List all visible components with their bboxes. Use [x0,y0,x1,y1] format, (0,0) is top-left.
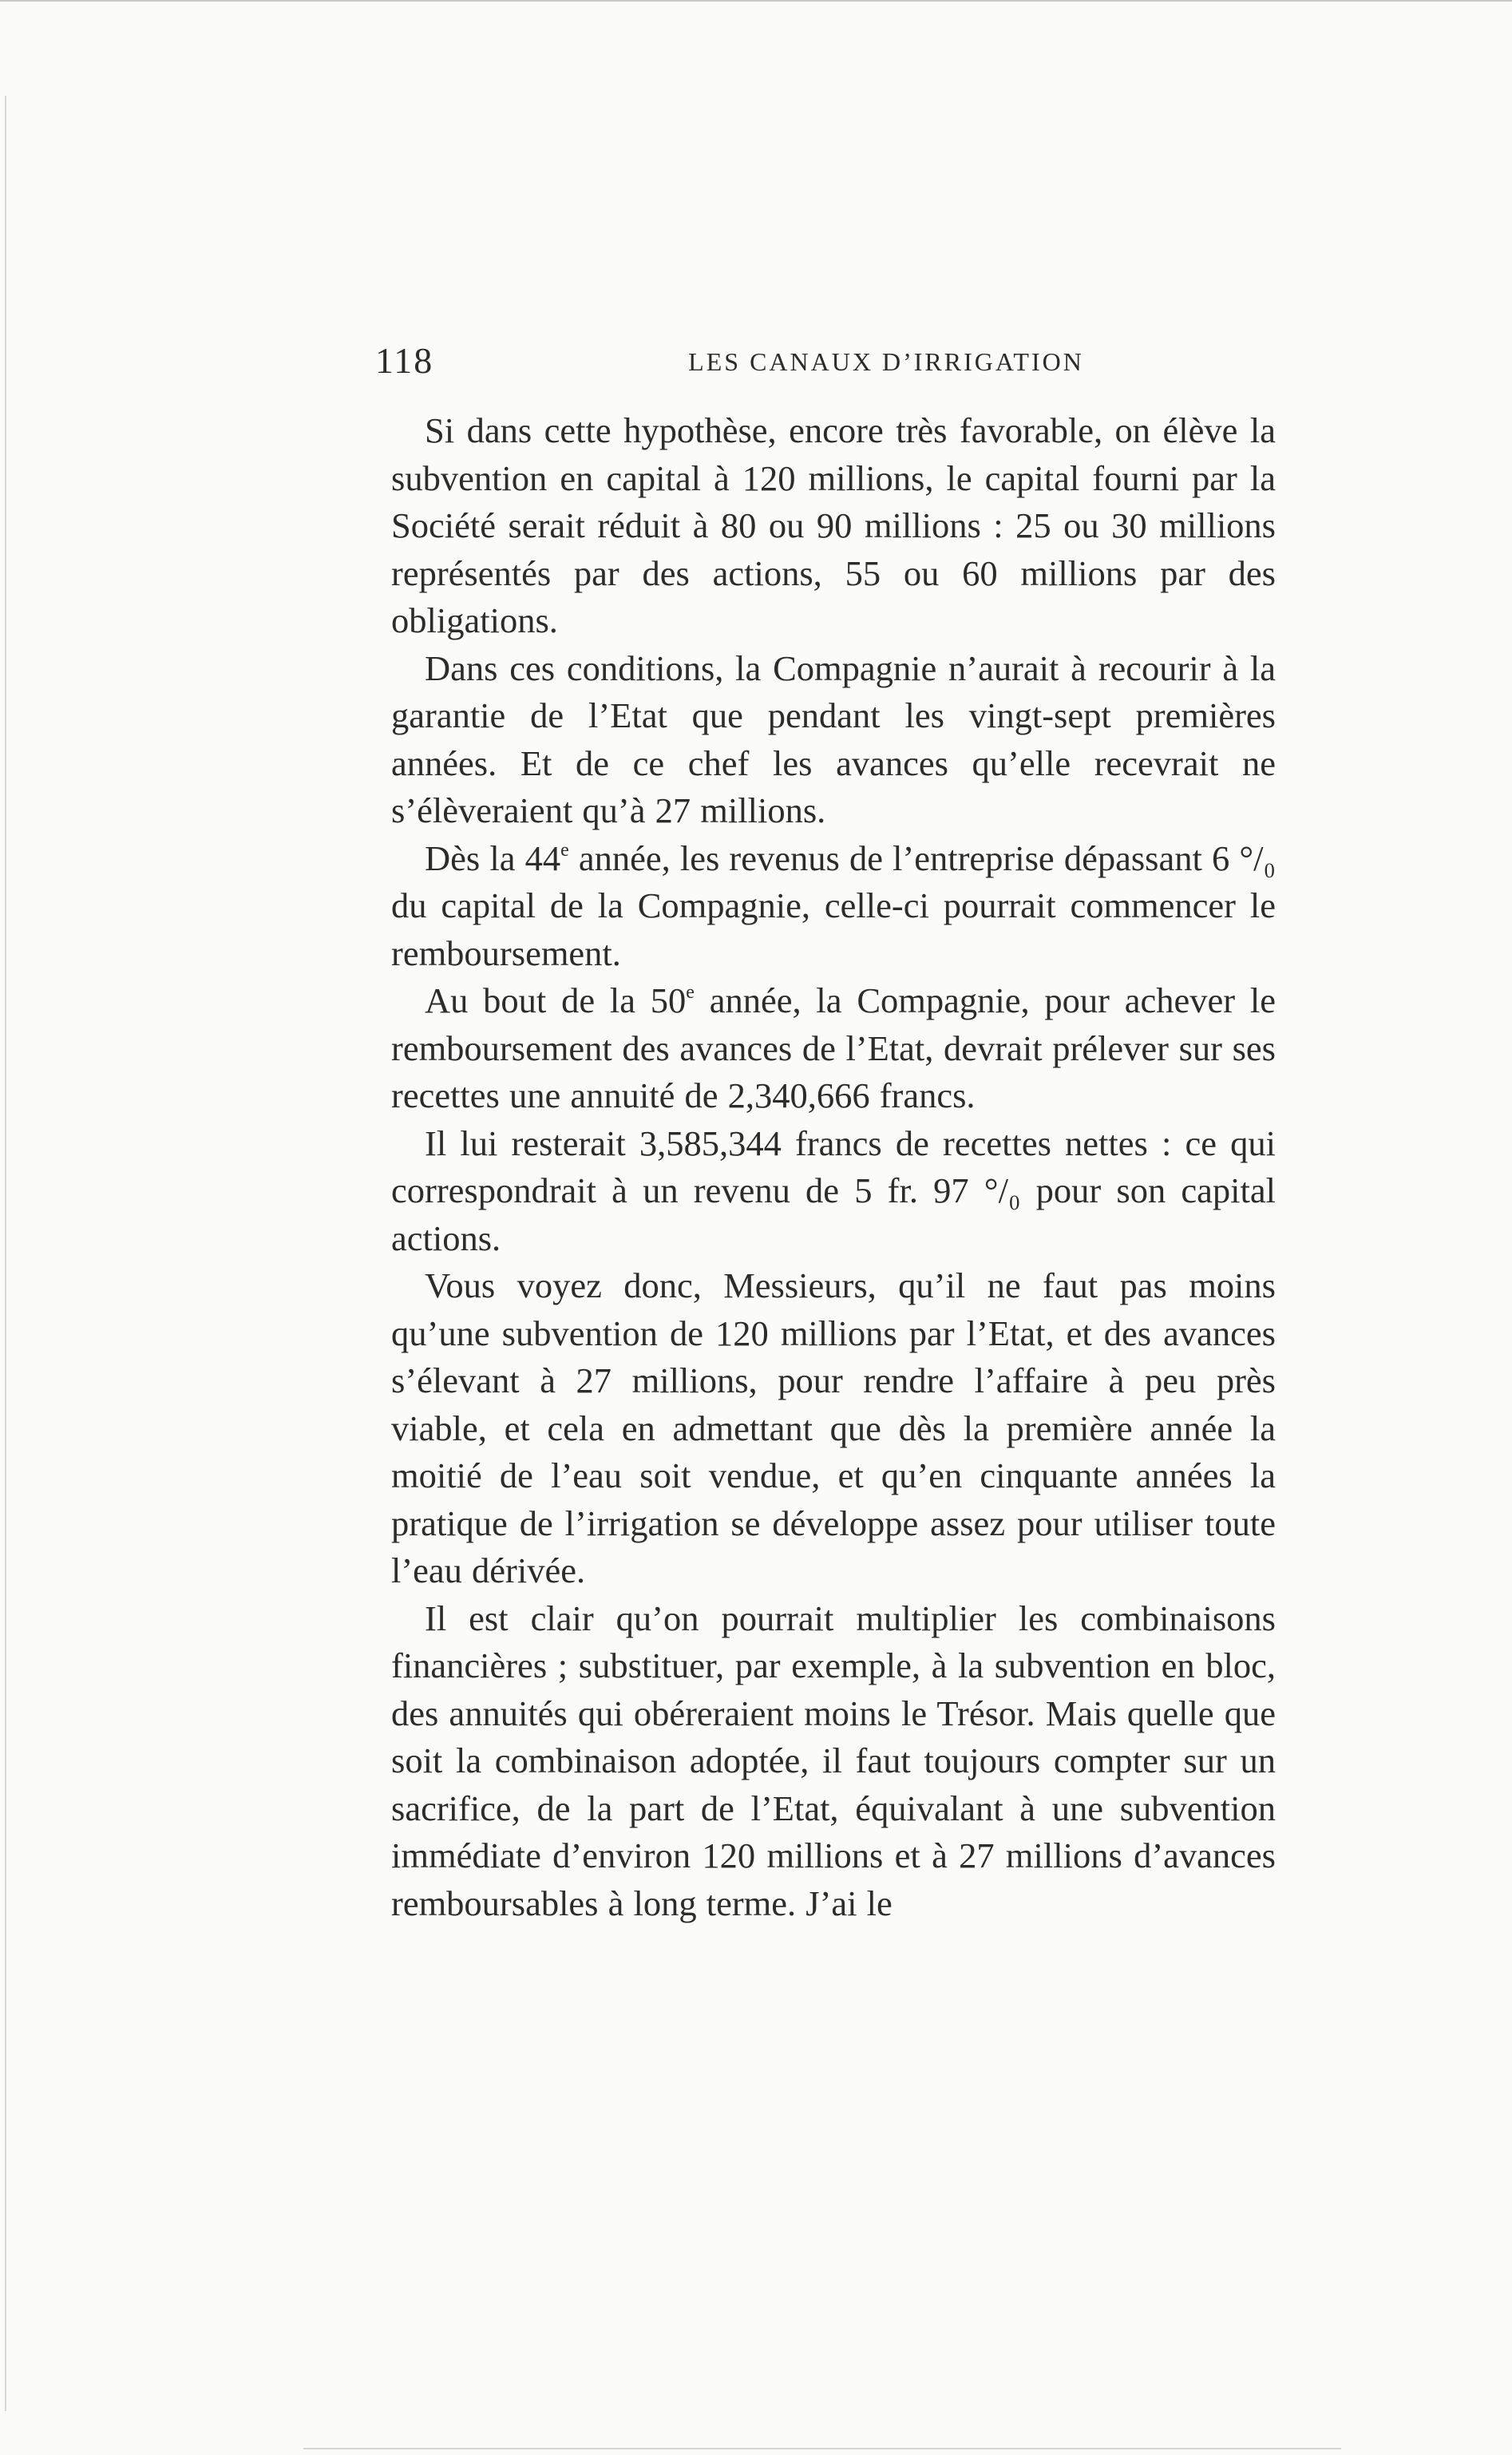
superscript: e [686,982,695,1003]
running-title: LES CANAUX D’IRRIGATION [688,347,1084,376]
scan-edge-top [0,0,1512,2]
page-number: 118 [375,340,434,381]
page-header [375,339,1277,395]
paragraph: Si dans cette hypothèse, encore très favorable, on élève la subvention en capital à 120 millions, le capital fourni par la Société serait réduit à 80 ou 90 millions : 25 ou 30 millions représentés par des actions, 55 ou 60 millions par des obligations. [391,410,1276,640]
scan-edge-left [5,96,6,2411]
scan-edge-bottom [303,2448,1341,2449]
paragraph: Il est clair qu’on pourrait multiplier les combinaisons financières ; substituer, par exemple, à la subvention en bloc, des annuités qui obéreraient moins le Trésor. Mais quelle que soit la combinaison adoptée, il faut toujours compter sur un sacrifice, de la part de l’Etat, équivalant à une subvention immédiate d’environ 120 millions et à 27 millions d’avances remboursables à long terme. J’ai le [391,1598,1276,1923]
paragraph: Il lui resterait 3,585,344 francs de recettes nettes : ce qui correspondrait à un revenu de 5 fr. 97 °/₀ pour son capital actions. [391,1123,1276,1258]
paragraph: Vous voyez donc, Messieurs, qu’il ne faut pas moins qu’une subvention de 120 millions par l’Etat, et des avances s’élevant à 27 millions, pour rendre l’affaire à peu près viable, et cela en admettant que dès la première année la moitié de l’eau soit vendue, et qu’en cinquante années la pratique de l’irrigation se développe assez pour utiliser toute l’eau dérivée. [391,1265,1276,1590]
paragraph: Dès la 44e année, les revenus de l’entreprise dépassant 6 °/₀ du capital de la Compagnie, celle-ci pourrait commencer le remboursement. [391,837,1276,973]
superscript: e [560,839,569,861]
paragraph: Dans ces conditions, la Compagnie n’aurait à recourir à la garantie de l’Etat que pendant les vingt-sept premières années. Et de ce chef les avances qu’elle recevrait ne s’élèveraient qu’à 27 millions. [391,647,1276,830]
paragraph: Au bout de la 50e année, la Compagnie, pour achever le remboursement des avances de l’Etat, devrait prélever sur ses recettes une annuité de 2,340,666 francs. [391,980,1276,1115]
body-text [391,407,1276,1927]
